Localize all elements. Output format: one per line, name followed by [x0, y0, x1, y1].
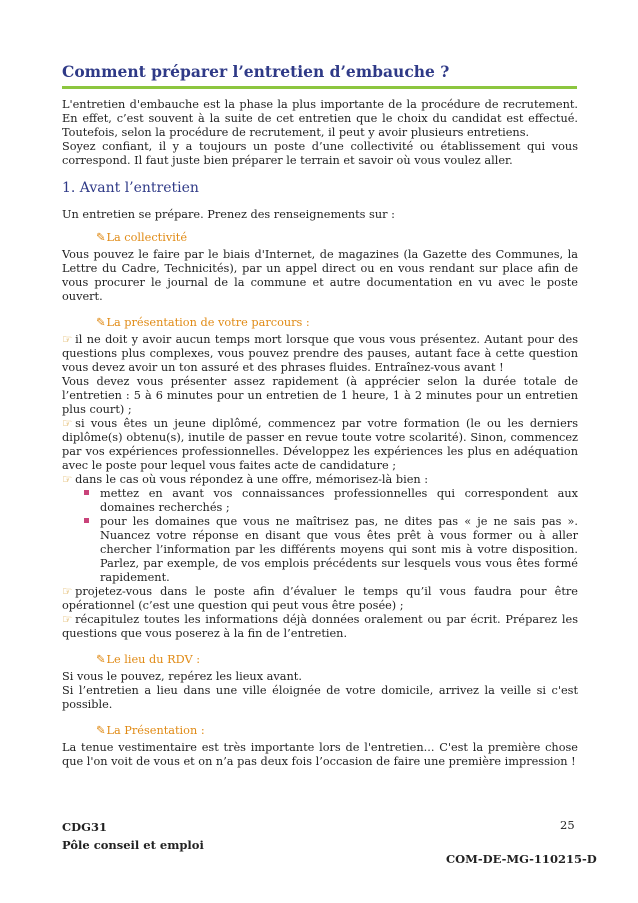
lieu-line-2: Si l’entretien a lieu dans une ville éloignée de votre domicile, arrivez la veille si c'est possible.	[62, 684, 578, 711]
subheading-lieu	[96, 653, 578, 667]
document-body	[62, 98, 578, 769]
subheading-lieu-label: Le lieu du RDV :	[106, 653, 201, 666]
pointing-hand-icon: ☞	[62, 333, 73, 346]
subheading-collectivite	[96, 231, 578, 245]
list-item	[82, 487, 578, 515]
parcours-paragraph-6	[62, 613, 578, 641]
section-lead: Un entretien se prépare. Prenez des renseignements sur :	[62, 208, 395, 221]
parcours-p4-text: dans le cas où vous répondez à une offre, mémorisez-là bien :	[75, 473, 429, 486]
bullet-text: pour les domaines que vous ne maîtrisez pas, ne dites pas « je ne sais pas ». Nuancez votre réponse en disant que vous êtes prêt à vous former ou à aller chercher l’information par les différents moyens qui sont mis à votre disposition. Parlez, par exemple, de vos emplois précédents sur lesquels vous vous êtes formé rapidement.	[100, 515, 578, 584]
parcours-p5-text: projetez-vous dans le poste afin d’évaluer le temps qu’il vous faudra pour être opérationnel (c’est une question qui peut vous être posée) ;	[62, 585, 578, 612]
subheading-parcours-label: La présentation de votre parcours :	[106, 316, 310, 329]
page-number: 25	[560, 818, 575, 832]
parcours-paragraph-5	[62, 585, 578, 613]
subheading-parcours	[96, 316, 578, 330]
parcours-paragraph-4	[62, 473, 578, 487]
bullet-text: mettez en avant vos connaissances professionnelles qui correspondent aux domaines recherchés ;	[100, 487, 578, 514]
pen-icon: ✎	[96, 316, 106, 329]
list-item	[82, 515, 578, 585]
subheading-collectivite-label: La collectivité	[106, 231, 188, 244]
pen-icon: ✎	[96, 231, 106, 244]
section-heading-before-interview: 1. Avant l’entretien	[62, 180, 199, 196]
parcours-paragraph-2: Vous devez vous présenter assez rapidement (à apprécier selon la durée totale de l’entretien : 5 à 6 minutes pour un entretien de 1 heure, 1 à 2 minutes pour un entretien plus court) ;	[62, 375, 578, 416]
footer-department: Pôle conseil et emploi	[62, 838, 204, 852]
square-bullet-icon	[84, 490, 89, 495]
pointing-hand-icon: ☞	[62, 613, 73, 626]
parcours-p1-text: il ne doit y avoir aucun temps mort lorsque que vous vous présentez. Autant pour des questions plus complexes, vous pouvez prendre des pauses, autant face à cette question vous devez avoir un ton assuré et des phrases fluides. Entraînez-vous avant !	[62, 333, 578, 374]
collectivite-text: Vous pouvez le faire par le biais d'Internet, de magazines (la Gazette des Communes, la Lettre du Cadre, Technicités), par un appel direct ou en vous rendant sur place afin de vous procurer le journal de la commune et autre documentation en vu avec le poste ouvert.	[62, 248, 578, 303]
parcours-p3-text: si vous êtes un jeune diplômé, commencez par votre formation (le ou les derniers diplôme(s) obtenu(s), inutile de passer en revue toute votre scolarité). Sinon, commencez par vos expériences professionnelles. Développez les expériences les plus en adéquation avec le poste pour lequel vous faites acte de candidature ;	[62, 417, 578, 472]
pointing-hand-icon: ☞	[62, 585, 73, 598]
presentation-text: La tenue vestimentaire est très importante lors de l'entretien... C'est la première chose que l'on voit de vous et on n’a pas deux fois l’occasion de faire une première impression !	[62, 741, 578, 768]
parcours-p6-text: récapitulez toutes les informations déjà données oralement ou par écrit. Préparez les questions que vous poserez à la fin de l’entretien.	[62, 613, 578, 640]
pen-icon: ✎	[96, 653, 106, 666]
page-title: Comment préparer l’entretien d’embauche ?	[62, 62, 450, 81]
footer-organization	[62, 818, 204, 854]
document-reference: COM-DE-MG-110215-D	[446, 852, 597, 866]
parcours-paragraph-3	[62, 417, 578, 473]
pointing-hand-icon: ☞	[62, 473, 73, 486]
square-bullet-icon	[84, 518, 89, 523]
intro-paragraph-2: Soyez confiant, il y a toujours un poste d’une collectivité ou établissement qui vous correspond. Il faut juste bien préparer le terrain et savoir où vous voulez aller.	[62, 140, 578, 167]
parcours-paragraph-1	[62, 333, 578, 375]
footer-org-name: CDG31	[62, 820, 107, 834]
subheading-presentation	[96, 724, 578, 738]
intro-paragraph-1: L'entretien d'embauche est la phase la plus importante de la procédure de recrutement. En effet, c’est souvent à la suite de cet entretien que le choix du candidat est effectué. Toutefois, selon la procédure de recrutement, il peut y avoir plusieurs entretiens.	[62, 98, 578, 139]
lieu-line-1: Si vous le pouvez, repérez les lieux avant.	[62, 670, 302, 683]
pen-icon: ✎	[96, 724, 106, 737]
title-underline	[62, 86, 577, 89]
subheading-presentation-label: La Présentation :	[106, 724, 205, 737]
offer-bullet-list	[62, 487, 578, 585]
pointing-hand-icon: ☞	[62, 417, 73, 430]
